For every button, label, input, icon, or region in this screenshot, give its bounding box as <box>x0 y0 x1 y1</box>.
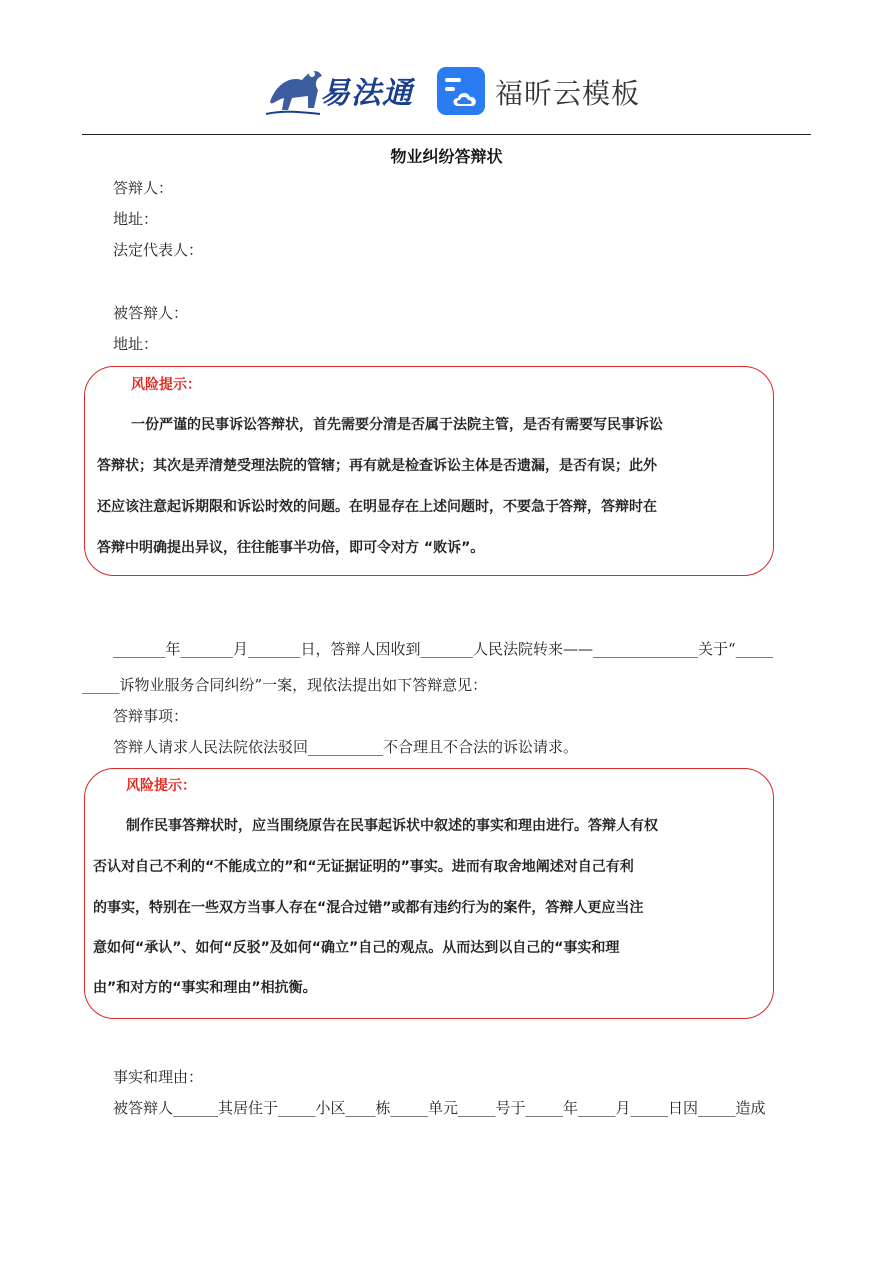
risk-tip-2-line: 制作民事答辩状时，应当围绕原告在民事起诉状中叙述的事实和理由进行。答辩人有权 <box>126 818 658 834</box>
header-divider <box>82 134 811 135</box>
risk-tip-2-line: 由”和对方的“事实和理由”相抗衡。 <box>93 980 317 996</box>
logo-left-text: 易法通 <box>320 76 413 111</box>
intro-paragraph-line-1: _______年_______月_______日，答辩人因收到_______人民法院转来——______________关于“_____ <box>113 640 774 658</box>
risk-tip-2-line: 的事实，特别在一些双方当事人存在“混合过错”或都有违约行为的案件，答辩人更应当注 <box>93 900 644 916</box>
facts-label: 事实和理由： <box>113 1068 204 1086</box>
matters-label: 答辩事项： <box>113 707 189 725</box>
risk-tip-title-2: 风险提示： <box>126 778 196 794</box>
respondent-label: 答辩人： <box>113 179 174 197</box>
address-label: 地址： <box>113 210 159 228</box>
risk-tip-1-line: 答辩状；其次是弄清楚受理法院的管辖；再有就是检查诉讼主体是否遗漏，是否有误；此外 <box>97 458 657 474</box>
intro-paragraph-line-2: _____诉物业服务合同纠纷”一案，现依法提出如下答辩意见： <box>82 676 488 694</box>
defendant-address-label: 地址： <box>113 335 159 353</box>
facts-text: 被答辩人______其居住于_____小区____栋_____单元_____号于_____年_____月_____日因_____造成 <box>113 1099 766 1117</box>
risk-tip-1-line: 一份严谨的民事诉讼答辩状，首先需要分清是否属于法院主管，是否有需要写民事诉讼 <box>131 417 663 433</box>
risk-tip-2-line: 否认对自己不利的“不能成立的”和“无证据证明的”事实。进而有取舍地阐述对自己有利 <box>93 859 634 875</box>
risk-tip-2-line: 意如何“承认”、如何“反驳”及如何“确立”自己的观点。从而达到以自己的“事实和理 <box>93 940 620 956</box>
risk-tip-title-1: 风险提示： <box>131 377 201 393</box>
legal-representative-label: 法定代表人： <box>113 241 204 259</box>
matters-text: 答辩人请求人民法院依法驳回__________不合理且不合法的诉讼请求。 <box>113 738 579 756</box>
defendant-label: 被答辩人： <box>113 304 189 322</box>
risk-tip-1-line: 答辩中明确提出异议，往往能事半功倍，即可令对方 “败诉”。 <box>97 540 485 556</box>
cloud-document-icon <box>436 66 486 116</box>
risk-tip-1-line: 还应该注意起诉期限和诉讼时效的问题。在明显存在上述问题时，不要急于答辩，答辩时在 <box>97 499 657 515</box>
logo-right-text: 福昕云模板 <box>495 77 641 110</box>
document-title: 物业纠纷答辩状 <box>390 147 503 166</box>
